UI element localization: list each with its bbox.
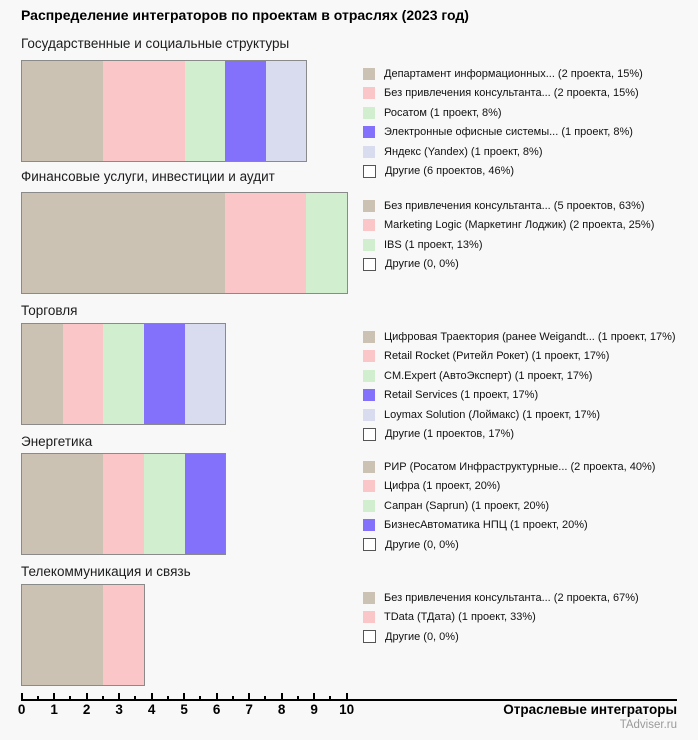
legend-label: Retail Services (1 проект, 17%) [384, 389, 539, 402]
x-axis-minor-tick [134, 696, 136, 701]
legend-swatch-icon [363, 592, 375, 604]
bar-segment [225, 61, 266, 161]
legend-swatch-icon [363, 461, 375, 473]
legend-item [363, 347, 676, 367]
legend-item [363, 386, 676, 406]
legend-label: IBS (1 проект, 13%) [384, 238, 483, 251]
x-axis-major-tick [346, 693, 348, 701]
legend-swatch-icon [363, 331, 375, 343]
legend-swatch-icon [363, 428, 376, 441]
legend-label: Цифра (1 проект, 20%) [384, 480, 501, 493]
legend-label: Другие (0, 0%) [385, 258, 459, 271]
legend-swatch-icon [363, 87, 375, 99]
x-axis-major-tick [281, 693, 283, 701]
legend-swatch-icon [363, 146, 375, 158]
legend-swatch-icon [363, 165, 376, 178]
legend-item [363, 64, 643, 84]
bar-segment [185, 61, 226, 161]
legend-label: Marketing Logic (Маркетинг Лоджик) (2 проекта, 25%) [384, 219, 655, 232]
x-axis-minor-tick [232, 696, 234, 701]
legend-item [363, 457, 655, 477]
stacked-bar [21, 323, 226, 425]
legend-label: Другие (0, 0%) [385, 538, 459, 551]
legend-label: Другие (1 проектов, 17%) [385, 428, 515, 441]
legend-swatch-icon [363, 350, 375, 362]
legend-item [363, 627, 639, 647]
x-axis-minor-tick [102, 696, 104, 701]
legend-item [363, 142, 643, 162]
x-axis-major-tick [248, 693, 250, 701]
x-axis-major-tick [216, 693, 218, 701]
x-axis-tick-label: 4 [147, 702, 156, 717]
x-axis-tick-label: 6 [212, 702, 221, 717]
x-axis-title: Отраслевые интеграторы [503, 702, 677, 717]
legend-label: Департамент информационных... (2 проекта, 15%) [384, 67, 643, 80]
x-axis-major-tick [183, 693, 185, 701]
bar-segment [103, 61, 184, 161]
legend-label: Другие (6 проектов, 46%) [385, 165, 515, 178]
bar-segment [266, 61, 307, 161]
legend-label: Цифровая Траектория (ранее Weigandt... (1 проект, 17%) [384, 330, 676, 343]
legend-item [363, 477, 655, 497]
x-axis-major-tick [118, 693, 120, 701]
legend-item [363, 235, 654, 255]
x-axis-tick-label: 7 [245, 702, 253, 717]
legend-item [363, 196, 654, 216]
x-axis-tick-label: 1 [50, 702, 58, 717]
stacked-bar [21, 60, 307, 162]
legend-label: Без привлечения консультанта... (2 проекта, 67%) [384, 591, 639, 604]
legend-item [363, 608, 639, 628]
section-title: Энергетика [21, 434, 93, 449]
legend-item [363, 255, 654, 275]
legend [363, 588, 639, 647]
x-axis-minor-tick [69, 696, 71, 701]
legend-item [363, 103, 643, 123]
legend-item [363, 588, 639, 608]
legend-label: Электронные офисные системы... (1 проект, 8%) [384, 126, 633, 139]
legend-swatch-icon [363, 219, 375, 231]
x-axis-major-tick [53, 693, 55, 701]
x-axis-minor-tick [297, 696, 299, 701]
bar-segment [144, 324, 185, 424]
legend-swatch-icon [363, 389, 375, 401]
legend-label: Без привлечения консультанта... (2 проекта, 15%) [384, 87, 639, 100]
source-watermark: TAdviser.ru [619, 719, 677, 731]
stacked-bar [21, 453, 226, 555]
legend-label: Loymax Solution (Лоймакс) (1 проект, 17%) [384, 408, 601, 421]
legend-label: Сапран (Saprun) (1 проект, 20%) [384, 499, 550, 512]
bar-segment [22, 585, 103, 685]
bar-segment [306, 193, 347, 293]
legend-item [363, 405, 676, 425]
bar-segment [22, 454, 103, 554]
x-axis-tick-label: 5 [180, 702, 188, 717]
legend-item [363, 327, 676, 347]
bar-segment [144, 454, 185, 554]
legend-label: РИР (Росатом Инфраструктурные... (2 проекта, 40%) [384, 460, 656, 473]
x-axis-tick-label: 9 [310, 702, 318, 717]
x-axis-major-tick [86, 693, 88, 701]
x-axis-minor-tick [264, 696, 266, 701]
legend-item [363, 535, 655, 555]
section-title: Телекоммуникация и связь [21, 564, 191, 579]
bar-segment [103, 585, 144, 685]
legend-swatch-icon [363, 500, 375, 512]
bar-segment [103, 454, 144, 554]
legend-swatch-icon [363, 480, 375, 492]
x-axis-minor-tick [37, 696, 39, 701]
legend-swatch-icon [363, 611, 375, 623]
x-axis-tick-label: 10 [339, 702, 355, 717]
legend-item [363, 123, 643, 143]
x-axis-tick-label: 0 [17, 702, 26, 717]
legend-item [363, 516, 655, 536]
legend-swatch-icon [363, 126, 375, 138]
legend-swatch-icon [363, 538, 376, 551]
bar-segment [22, 324, 63, 424]
section-title: Финансовые услуги, инвестиции и аудит [21, 169, 275, 184]
stacked-bar [21, 584, 145, 686]
bar-segment [22, 193, 225, 293]
legend-label: Росатом (1 проект, 8%) [384, 106, 502, 119]
legend [363, 196, 654, 274]
x-axis-major-tick [151, 693, 153, 701]
bar-segment [225, 193, 306, 293]
x-axis-major-tick [313, 693, 315, 701]
x-axis-major-tick [21, 693, 23, 701]
section-title: Торговля [21, 303, 78, 318]
legend-swatch-icon [363, 239, 375, 251]
bar-segment [103, 324, 144, 424]
chart-title: Распределение интеграторов по проектам в отраслях (2023 год) [21, 7, 469, 23]
legend-swatch-icon [363, 370, 375, 382]
legend-item [363, 496, 655, 516]
legend-swatch-icon [363, 200, 375, 212]
legend-item [363, 425, 676, 445]
legend-item [363, 366, 676, 386]
x-axis-minor-tick [329, 696, 331, 701]
legend-swatch-icon [363, 519, 375, 531]
x-axis-tick-label: 3 [115, 702, 123, 717]
legend-label: БизнесАвтоматика НПЦ (1 проект, 20%) [384, 519, 588, 532]
legend-item [363, 162, 643, 182]
x-axis-tick-label: 2 [82, 702, 91, 717]
legend-swatch-icon [363, 630, 376, 643]
x-axis-minor-tick [199, 696, 201, 701]
legend-item [363, 216, 654, 236]
legend [363, 64, 643, 181]
legend-label: Другие (0, 0%) [385, 630, 459, 643]
legend-item [363, 84, 643, 104]
bar-segment [185, 324, 226, 424]
legend-swatch-icon [363, 107, 375, 119]
legend [363, 327, 676, 444]
legend-label: Retail Rocket (Ритейл Рокет) (1 проект, 17%) [384, 350, 610, 363]
legend-swatch-icon [363, 68, 375, 80]
bar-segment [185, 454, 226, 554]
x-axis-minor-tick [167, 696, 169, 701]
stacked-bar [21, 192, 348, 294]
bar-segment [22, 61, 103, 161]
x-axis-tick-label: 8 [277, 702, 286, 717]
legend-swatch-icon [363, 409, 375, 421]
legend-label: Яндекс (Yandex) (1 проект, 8%) [384, 145, 543, 158]
legend-swatch-icon [363, 258, 376, 271]
legend-label: TData (ТДата) (1 проект, 33%) [384, 611, 536, 624]
legend-label: CM.Expert (АвтоЭксперт) (1 проект, 17%) [384, 369, 593, 382]
bar-segment [63, 324, 104, 424]
section-title: Государственные и социальные структуры [21, 36, 290, 51]
legend-label: Без привлечения консультанта... (5 проектов, 63%) [384, 199, 645, 212]
legend [363, 457, 655, 555]
